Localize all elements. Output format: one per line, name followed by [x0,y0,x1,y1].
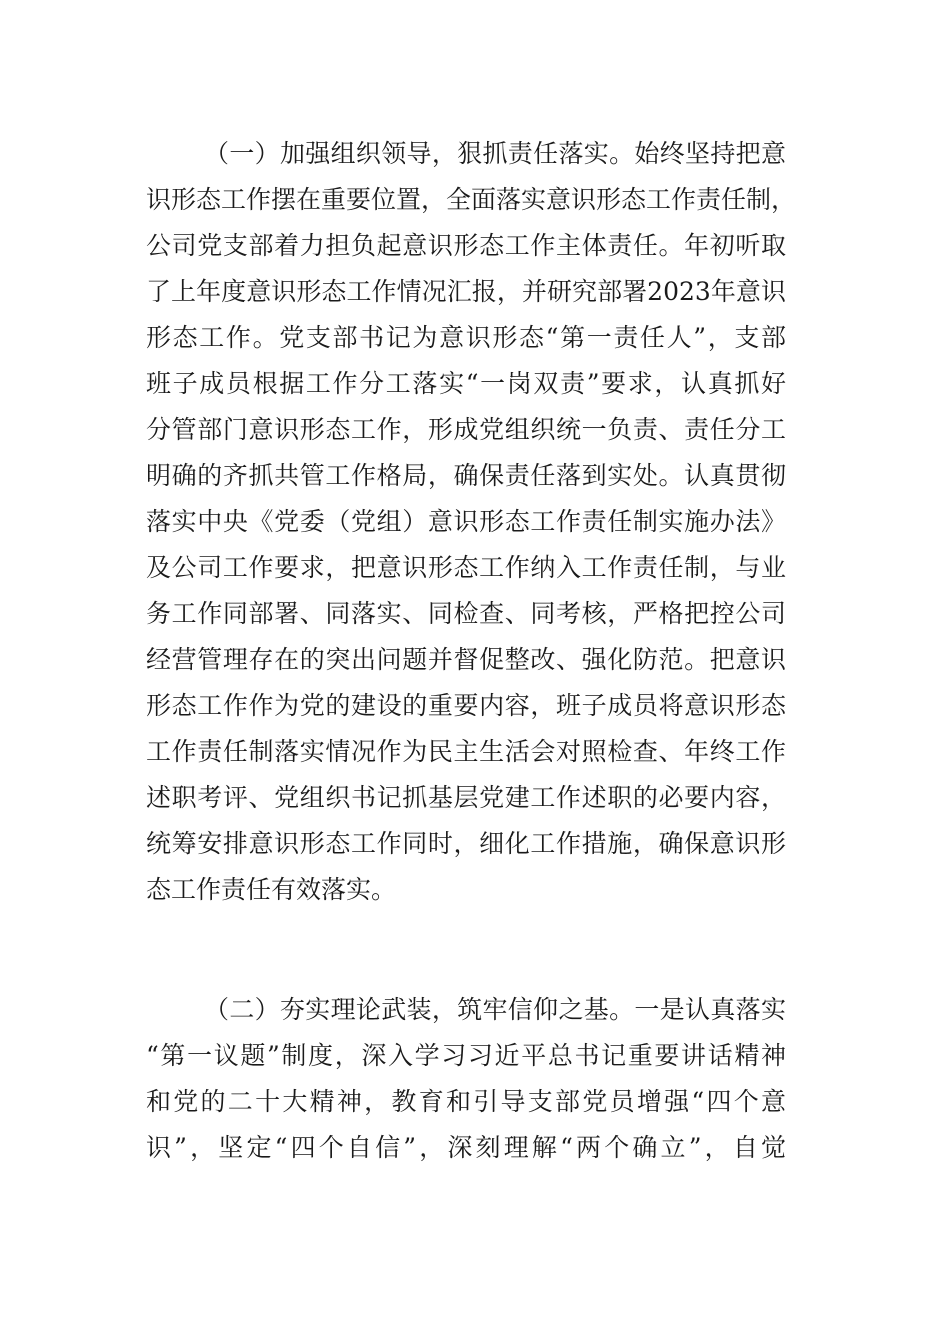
paragraph-line: 统筹安排意识形态工作同时，细化工作措施，确保意识形 [146,829,786,858]
paragraph-line: 识形态工作摆在重要位置，全面落实意识形态工作责任制， [146,185,797,214]
paragraph-line: （二）夯实理论武装，筑牢信仰之基。一是认真落实 [204,995,786,1024]
paragraph-line: 公司党支部着力担负起意识形态工作主体责任。年初听取 [146,231,786,260]
paragraph-line: 落实中央《党委（党组）意识形态工作责任制实施办法》 [146,507,786,536]
paragraph-line: 及公司工作要求，把意识形态工作纳入工作责任制，与业 [146,553,786,582]
paragraph-1 [146,131,797,913]
paragraph-line: “第一议题”制度，深入学习习近平总书记重要讲话精神 [146,1041,786,1070]
paragraph-line: 经营管理存在的突出问题并督促整改、强化防范。把意识 [146,645,786,674]
paragraph-line: 班子成员根据工作分工落实“一岗双责”要求，认真抓好 [146,369,786,398]
paragraph-line: （一）加强组织领导，狠抓责任落实。始终坚持把意 [204,139,786,168]
paragraph-line: 分管部门意识形态工作，形成党组织统一负责、责任分工 [146,415,786,444]
paragraph-2 [146,987,786,1171]
paragraph-line: 工作责任制落实情况作为民主生活会对照检查、年终工作 [146,737,786,766]
paragraph-line: 形态工作。党支部书记为意识形态“第一责任人”，支部 [146,323,786,352]
paragraph-line: 明确的齐抓共管工作格局，确保责任落到实处。认真贯彻 [146,461,786,490]
paragraph-line: 形态工作作为党的建设的重要内容，班子成员将意识形态 [146,691,786,720]
paragraph-line: 务工作同部署、同落实、同检查、同考核，严格把控公司 [146,599,786,628]
paragraph-line: 了上年度意识形态工作情况汇报，并研究部署2023年意识 [146,277,786,306]
paragraph-line: 识”，坚定“四个自信”，深刻理解“两个确立”，自觉 [146,1133,786,1162]
paragraph-line: 态工作责任有效落实。 [146,875,397,904]
paragraph-line: 和党的二十大精神，教育和引导支部党员增强“四个意 [146,1087,786,1116]
paragraph-line: 述职考评、党组织书记抓基层党建工作述职的必要内容， [146,783,786,812]
